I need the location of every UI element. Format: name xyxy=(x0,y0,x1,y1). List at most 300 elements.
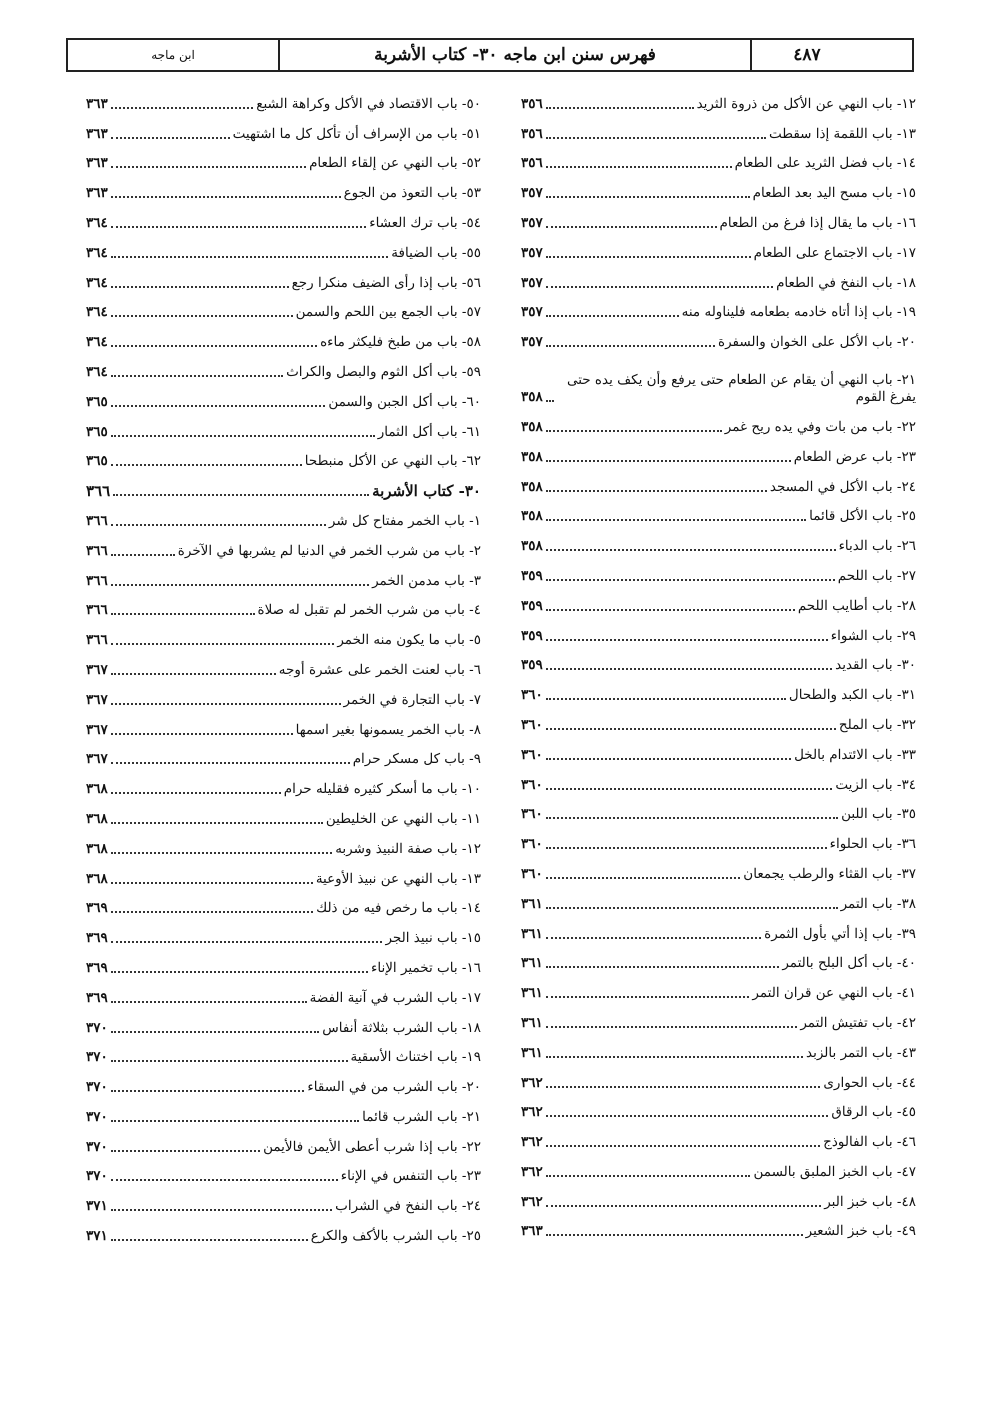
toc-entry-page: ٣٦٠ xyxy=(521,687,543,704)
toc-entry-page: ٣٦٧ xyxy=(86,661,108,678)
toc-entry-page: ٣٥٨ xyxy=(521,538,543,555)
toc-leader-dots xyxy=(546,107,694,109)
toc-entry xyxy=(521,175,916,205)
toc-entry-label: ٥٨- باب من طبخ فليكثر ماءه xyxy=(320,334,481,351)
toc-entry xyxy=(521,528,916,558)
toc-entry-page: ٣٦٦ xyxy=(86,632,108,649)
header-title: فهرس سنن ابن ماجه ٣٠- كتاب الأشربة xyxy=(374,45,656,65)
toc-entry-page: ٣٦٠ xyxy=(521,776,543,793)
toc-entry-label: ٤٦- باب الفالوذج xyxy=(823,1134,916,1151)
toc-leader-dots xyxy=(546,460,791,462)
toc-entry-page: ٣٦١ xyxy=(521,985,543,1002)
toc-entry xyxy=(521,975,916,1005)
toc-leader-dots xyxy=(546,1145,820,1147)
toc-entry-label: ٢٩- باب الشواء xyxy=(830,627,916,644)
toc-entry-page: ٣٧٠ xyxy=(86,1138,108,1155)
toc-leader-dots xyxy=(546,196,750,198)
toc-leader-dots xyxy=(111,1150,260,1152)
toc-leader-dots xyxy=(111,822,323,824)
toc-entry-page: ٣٥٩ xyxy=(521,657,543,674)
toc-leader-dots xyxy=(111,375,283,377)
toc-entry-label: ٣٢- باب الملح xyxy=(838,716,916,733)
toc-entry-page: ٣٥٨ xyxy=(521,389,543,406)
toc-entry-page: ٣٥٦ xyxy=(521,125,543,142)
toc-entry xyxy=(521,354,916,409)
toc-entry xyxy=(521,916,916,946)
toc-leader-dots xyxy=(546,698,786,700)
toc-entry xyxy=(521,677,916,707)
toc-entry-page: ٣٦٤ xyxy=(86,214,108,231)
toc-leader-dots xyxy=(111,911,313,913)
toc-leader-dots xyxy=(111,435,375,437)
toc-entry-page: ٣٦٤ xyxy=(86,363,108,380)
toc-entry xyxy=(521,737,916,767)
toc-entry xyxy=(86,950,481,980)
toc-entry-page: ٣٦٦ xyxy=(86,572,108,589)
toc-entry-page: ٣٥٨ xyxy=(521,418,543,435)
toc-entry-label: ٣٣- باب الائتدام بالخل xyxy=(794,746,916,763)
toc-entry xyxy=(86,891,481,921)
toc-entry-label: ١٧- باب الشرب في آنية الفضة xyxy=(309,989,481,1006)
toc-entry-label: ١٤- باب ما رخص فيه من ذلك xyxy=(316,900,481,917)
toc-entry-label: ٢٤- باب الأكل في المسجد xyxy=(769,478,916,495)
toc-leader-dots xyxy=(546,937,761,939)
toc-entry-page: ٣٥٨ xyxy=(521,508,543,525)
toc-entry xyxy=(521,469,916,499)
toc-entry-label: ١٦- باب ما يقال إذا فرغ من الطعام xyxy=(719,214,916,231)
toc-entry-page: ٣٦٧ xyxy=(86,721,108,738)
toc-entry-page: ٣٧١ xyxy=(86,1228,108,1245)
toc-entry xyxy=(86,354,481,384)
toc-leader-dots xyxy=(111,643,335,645)
toc-entry-page: ٣٦١ xyxy=(521,1014,543,1031)
toc-entry xyxy=(86,1010,481,1040)
page-header xyxy=(66,38,914,72)
toc-entry xyxy=(521,558,916,588)
toc-leader-dots xyxy=(111,1120,359,1122)
toc-entry-label: ١٦- باب تخمير الإناء xyxy=(371,959,481,976)
toc-leader-dots xyxy=(546,400,554,402)
toc-entry-label: ٢٧- باب اللحم xyxy=(837,567,916,584)
toc-entry xyxy=(521,1214,916,1244)
toc-entry xyxy=(521,86,916,116)
toc-entry-label: ٤٧- باب الخبز الملبق بالسمن xyxy=(753,1163,916,1180)
toc-entry-page: ٣٥٨ xyxy=(521,448,543,465)
toc-leader-dots xyxy=(111,107,254,109)
toc-leader-dots xyxy=(111,554,175,556)
toc-entry xyxy=(86,265,481,295)
toc-leader-dots xyxy=(546,788,833,790)
toc-leader-dots xyxy=(111,971,368,973)
toc-leader-dots xyxy=(546,345,715,347)
toc-entry-label: ٣- باب مدمن الخمر xyxy=(372,572,481,589)
toc-entry xyxy=(86,444,481,474)
toc-entry-page: ٣٦٢ xyxy=(521,1104,543,1121)
toc-entry-page: ٣٥٧ xyxy=(521,244,543,261)
toc-leader-dots xyxy=(546,668,832,670)
toc-entry-page: ٣٦٤ xyxy=(86,274,108,291)
toc-entry xyxy=(86,622,481,652)
toc-entry xyxy=(86,1129,481,1159)
toc-entry xyxy=(86,742,481,772)
toc-entry-page: ٣٥٨ xyxy=(521,478,543,495)
toc-entry xyxy=(86,920,481,950)
toc-entry-label: ١٧- باب الاجتماع على الطعام xyxy=(753,244,916,261)
toc-entry-page: ٣٦٦ xyxy=(86,482,111,501)
toc-entry xyxy=(521,886,916,916)
toc-entry-label: ١٩- باب إذا أتاه خادمه بطعامه فليناوله منه xyxy=(681,304,916,321)
toc-entry-label: ٥٤- باب ترك العشاء xyxy=(369,214,481,231)
toc-leader-dots xyxy=(546,549,836,551)
toc-entry-label: ٣١- باب الكبد والطحال xyxy=(788,687,916,704)
toc-entry-label: ٣٦- باب الحلواء xyxy=(829,836,916,853)
toc-entry-label: ٤- باب من شرب الخمر لم تقبل له صلاة xyxy=(257,602,481,619)
toc-entry-label: ٥٧- باب الجمع بين اللحم والسمن xyxy=(295,304,481,321)
toc-leader-dots xyxy=(546,1115,829,1117)
toc-entry-label: ٩- باب كل مسكر حرام xyxy=(352,751,481,768)
toc-entry-label: ٣٨- باب التمر xyxy=(840,895,916,912)
toc-entry xyxy=(521,324,916,354)
toc-leader-dots xyxy=(111,256,389,258)
toc-entry-page: ٣٦٣ xyxy=(86,155,108,172)
toc-entry-page: ٣٥٧ xyxy=(521,214,543,231)
toc-leader-dots xyxy=(111,792,281,794)
toc-entry-label: ٢٠- باب الأكل على الخوان والسفرة xyxy=(718,334,916,351)
toc-leader-dots xyxy=(546,1205,821,1207)
toc-entry xyxy=(521,439,916,469)
toc-entry xyxy=(86,175,481,205)
toc-entry-label: ٧- باب التجارة في الخمر xyxy=(343,691,481,708)
toc-entry-label: ٣٠- كتاب الأشربة xyxy=(372,482,481,501)
toc-entry-page: ٣٦٢ xyxy=(521,1134,543,1151)
toc-leader-dots xyxy=(111,137,230,139)
toc-entry xyxy=(86,1040,481,1070)
toc-leader-dots xyxy=(546,728,836,730)
toc-leader-dots xyxy=(546,137,766,139)
toc-entry xyxy=(86,116,481,146)
toc-entry-label: ٥٥- باب الضيافة xyxy=(391,244,481,261)
toc-entry xyxy=(521,265,916,295)
toc-leader-dots xyxy=(546,996,750,998)
toc-entry-label: ٤٥- باب الرقاق xyxy=(831,1104,916,1121)
toc-entry xyxy=(86,682,481,712)
toc-leader-dots xyxy=(546,609,795,611)
toc-entry-label: ١٥- باب نبيذ الجر xyxy=(385,930,481,947)
toc-entry xyxy=(86,771,481,801)
toc-entry xyxy=(86,801,481,831)
toc-entry-label: ١٥- باب مسح اليد بعد الطعام xyxy=(752,185,916,202)
toc-entry-page: ٣٧١ xyxy=(86,1198,108,1215)
toc-entry-label: ٤٤- باب الحوارى xyxy=(823,1074,916,1091)
toc-entry xyxy=(86,503,481,533)
toc-leader-dots xyxy=(111,941,383,943)
toc-entry-label: ٣٤- باب الزيت xyxy=(835,776,916,793)
toc-entry-label: ٦٢- باب النهي عن الأكل منبطحا xyxy=(304,453,481,470)
toc-entry-page: ٣٦١ xyxy=(521,925,543,942)
toc-leader-dots xyxy=(111,166,306,168)
toc-leader-dots xyxy=(546,1086,821,1088)
toc-entry-page: ٣٥٩ xyxy=(521,627,543,644)
toc-entry-page: ٣٦٣ xyxy=(86,185,108,202)
toc-entry-page: ٣٦٦ xyxy=(86,542,108,559)
toc-leader-dots xyxy=(111,1239,308,1241)
toc-entry-page: ٣٦٩ xyxy=(86,989,108,1006)
toc-entry-page: ٣٦٦ xyxy=(86,602,108,619)
toc-entry-label: ٥٦- باب إذا رأى الضيف منكرا رجع xyxy=(291,274,481,291)
toc-entry-label: ٢٤- باب النفخ في الشراب xyxy=(335,1198,481,1215)
toc-entry-label: ١٣- باب النهي عن نبيذ الأوعية xyxy=(315,870,481,887)
toc-entry xyxy=(86,384,481,414)
toc-leader-dots xyxy=(111,882,313,884)
toc-entry xyxy=(86,861,481,891)
toc-leader-dots xyxy=(546,817,838,819)
toc-entry-label: ٢- باب من شرب الخمر في الدنيا لم يشربها في الآخرة xyxy=(177,542,481,559)
toc-entry-page: ٣٦٥ xyxy=(86,393,108,410)
toc-entry-label: ١٢- باب صفة النبيذ وشربه xyxy=(335,840,481,857)
toc-entry xyxy=(521,1035,916,1065)
toc-entry-page: ٣٦٣ xyxy=(86,125,108,142)
toc-leader-dots xyxy=(111,733,293,735)
header-page-number: ٤٨٧ xyxy=(793,45,821,65)
toc-entry xyxy=(86,712,481,742)
toc-leader-dots xyxy=(546,1234,803,1236)
toc-entry xyxy=(86,1218,481,1248)
toc-entry-label: ٤١- باب النهي عن قران التمر xyxy=(752,985,916,1002)
toc-leader-dots xyxy=(546,430,722,432)
toc-leader-dots xyxy=(546,490,767,492)
toc-entry xyxy=(521,707,916,737)
toc-entry xyxy=(521,648,916,678)
toc-entry xyxy=(86,146,481,176)
toc-leader-dots xyxy=(111,1060,348,1062)
toc-entry xyxy=(521,409,916,439)
toc-column-right xyxy=(521,86,916,1286)
toc-entry xyxy=(86,295,481,325)
toc-entry-label: ٤٠- باب أكل البلح بالتمر xyxy=(782,955,916,972)
toc-entry-label: ٣٧- باب القثاء والرطب يجمعان xyxy=(743,865,916,882)
toc-leader-dots xyxy=(111,464,302,466)
toc-entry-label: ٥٣- باب التعوذ من الجوع xyxy=(343,185,481,202)
toc-entry-label: ٢٨- باب أطايب اللحم xyxy=(797,597,916,614)
toc-leader-dots xyxy=(111,196,341,198)
toc-entry xyxy=(86,533,481,563)
toc-entry-label: ٢٢- باب إذا شرب أعطى الأيمن فالأيمن xyxy=(263,1138,481,1155)
toc-entry-label: ٦- باب لعنت الخمر على عشرة أوجه xyxy=(278,661,481,678)
toc-entry-page: ٣٦٤ xyxy=(86,304,108,321)
toc-entry xyxy=(521,146,916,176)
toc-leader-dots xyxy=(546,758,791,760)
toc-entry-page: ٣٦٠ xyxy=(521,716,543,733)
toc-entry-label: ٤٣- باب التمر بالزبد xyxy=(806,1044,916,1061)
toc-entry-label: ١٤- باب فضل الثريد على الطعام xyxy=(734,155,916,172)
toc-entry xyxy=(86,652,481,682)
toc-leader-dots xyxy=(111,226,366,228)
toc-entry xyxy=(521,1095,916,1125)
toc-entry-page: ٣٦٢ xyxy=(521,1163,543,1180)
toc-entry-page: ٣٥٧ xyxy=(521,274,543,291)
toc-entry xyxy=(521,856,916,886)
toc-entry-page: ٣٦٣ xyxy=(86,95,108,112)
toc-entry xyxy=(521,1154,916,1184)
toc-leader-dots xyxy=(546,226,717,228)
toc-entry xyxy=(86,414,481,444)
toc-entry-page: ٣٦٩ xyxy=(86,900,108,917)
toc-entry-page: ٣٦٧ xyxy=(86,751,108,768)
toc-entry-page: ٣٦٨ xyxy=(86,840,108,857)
toc-entry-label: ٣٩- باب إذا أتي بأول الثمرة xyxy=(764,925,916,942)
toc-leader-dots xyxy=(111,286,289,288)
toc-leader-dots xyxy=(111,1001,307,1003)
toc-entry-page: ٣٦١ xyxy=(521,895,543,912)
toc-entry-page: ٣٧٠ xyxy=(86,1079,108,1096)
toc-leader-dots xyxy=(546,1175,751,1177)
toc-entry xyxy=(521,797,916,827)
toc-leader-dots xyxy=(111,852,332,854)
toc-entry-label: ٢٦- باب الدباء xyxy=(838,538,916,555)
toc-entry-label: ٢٠- باب الشرب من في السقاء xyxy=(307,1079,481,1096)
toc-entry-page: ٣٦٨ xyxy=(86,781,108,798)
toc-entry-label: ٢١- باب الشرب قائما xyxy=(362,1108,481,1125)
toc-entry-page: ٣٦٨ xyxy=(86,870,108,887)
toc-entry-label: ٢٣- باب عرض الطعام xyxy=(793,448,916,465)
toc-entry xyxy=(86,235,481,265)
toc-leader-dots xyxy=(111,613,255,615)
toc-entry xyxy=(521,1005,916,1035)
toc-entry-label: ٢٢- باب من بات وفي يده ريح غمر xyxy=(724,418,916,435)
toc-entry-page: ٣٦٥ xyxy=(86,453,108,470)
toc-section-heading xyxy=(86,473,481,503)
toc-entry xyxy=(521,499,916,529)
toc-column-left xyxy=(86,86,481,1286)
toc-entry xyxy=(521,826,916,856)
toc-entry-label: ١٣- باب اللقمة إذا سقطت xyxy=(768,125,916,142)
toc-entry-page: ٣٥٩ xyxy=(521,567,543,584)
toc-entry-label: ٢٥- باب الشرب بالأكف والكرع xyxy=(310,1228,481,1245)
toc-entry-page: ٣٦٢ xyxy=(521,1074,543,1091)
toc-entry-page: ٣٧٠ xyxy=(86,1049,108,1066)
toc-entry-page: ٣٧٠ xyxy=(86,1168,108,1185)
toc-entry-label: ٢٣- باب التنفس في الإناء xyxy=(340,1168,481,1185)
toc-entry-label: ٢١- باب النهي أن يقام عن الطعام حتى يرفع وأن يكف يده حتى يفرغ القوم xyxy=(566,372,916,406)
toc-entry-label: ١٨- باب النفخ في الطعام xyxy=(776,274,916,291)
toc-entry-page: ٣٦٢ xyxy=(521,1193,543,1210)
toc-entry-label: ٣٥- باب اللبن xyxy=(841,806,916,823)
toc-entry-page: ٣٦٥ xyxy=(86,423,108,440)
toc-leader-dots xyxy=(111,584,369,586)
toc-leader-dots xyxy=(111,345,317,347)
toc-entry xyxy=(521,116,916,146)
toc-entry xyxy=(521,618,916,648)
toc-entry-page: ٣٥٦ xyxy=(521,95,543,112)
toc-entry-label: ٥- باب ما يكون منه الخمر xyxy=(337,632,481,649)
toc-entry-label: ٥١- باب من الإسراف أن تأكل كل ما اشتهيت xyxy=(232,125,481,142)
toc-entry xyxy=(86,324,481,354)
toc-leader-dots xyxy=(546,877,741,879)
toc-leader-dots xyxy=(111,1031,320,1033)
toc-entry-label: ٤٨- باب خبز البر xyxy=(824,1193,916,1210)
toc-entry-page: ٣٦٣ xyxy=(521,1223,543,1240)
toc-entry xyxy=(86,831,481,861)
toc-entry xyxy=(86,205,481,235)
toc-entry-page: ٣٦٨ xyxy=(86,810,108,827)
toc-entry-label: ١٩- باب اختناث الأسقية xyxy=(350,1049,481,1066)
toc-entry-page: ٣٥٧ xyxy=(521,304,543,321)
toc-entry xyxy=(521,946,916,976)
toc-entry-page: ٣٦٩ xyxy=(86,959,108,976)
toc-entry-label: ١٠- باب ما أسكر كثيره فقليله حرام xyxy=(283,781,481,798)
header-author: ابن ماجه xyxy=(151,48,195,62)
toc-leader-dots xyxy=(111,703,341,705)
toc-entry-label: ١١- باب النهي عن الخليطين xyxy=(325,810,481,827)
toc-leader-dots xyxy=(546,1026,798,1028)
toc-entry-page: ٣٦٧ xyxy=(86,691,108,708)
toc-entry-page: ٣٥٧ xyxy=(521,334,543,351)
toc-entry-label: ٢٥- باب الأكل قائما xyxy=(809,508,916,525)
toc-entry-label: ٤٢- باب تفتيش التمر xyxy=(800,1014,916,1031)
toc-entry-label: ٦١- باب أكل الثمار xyxy=(377,423,481,440)
toc-leader-dots xyxy=(546,639,828,641)
toc-entry-page: ٣٦٤ xyxy=(86,244,108,261)
toc-entry-page: ٣٧٠ xyxy=(86,1108,108,1125)
toc-leader-dots xyxy=(546,579,835,581)
toc-entry xyxy=(521,1065,916,1095)
toc-leader-dots xyxy=(111,405,326,407)
toc-leader-dots xyxy=(546,966,780,968)
toc-entry-page: ٣٦٠ xyxy=(521,865,543,882)
toc-entry xyxy=(521,1184,916,1214)
toc-entry-label: ٥٢- باب النهي عن إلقاء الطعام xyxy=(309,155,481,172)
toc-entry-label: ١- باب الخمر مفتاح كل شر xyxy=(328,512,481,529)
toc-entry-page: ٣٥٦ xyxy=(521,155,543,172)
toc-entry-label: ٣٠- باب القديد xyxy=(835,657,916,674)
toc-leader-dots xyxy=(546,166,732,168)
toc-leader-dots xyxy=(546,256,751,258)
toc-entry xyxy=(86,86,481,116)
toc-entry xyxy=(521,295,916,325)
toc-entry-label: ٥٩- باب أكل الثوم والبصل والكراث xyxy=(286,363,481,380)
toc-entry-label: ٦٠- باب أكل الجبن والسمن xyxy=(328,393,481,410)
toc-entry-page: ٣٦٠ xyxy=(521,836,543,853)
toc-leader-dots xyxy=(546,907,838,909)
toc-entry-page: ٣٧٠ xyxy=(86,1019,108,1036)
toc-leader-dots xyxy=(546,286,773,288)
toc-entry-label: ٥٠- باب الاقتصاد في الأكل وكراهة الشبع xyxy=(256,95,481,112)
toc-entry-page: ٣٦١ xyxy=(521,955,543,972)
toc-entry-label: ٨- باب الخمر يسمونها بغير اسمها xyxy=(295,721,481,738)
toc-leader-dots xyxy=(546,315,679,317)
toc-entry xyxy=(86,980,481,1010)
toc-entry xyxy=(86,1069,481,1099)
toc-entry xyxy=(86,1159,481,1189)
toc-entry xyxy=(86,593,481,623)
toc-entry xyxy=(86,563,481,593)
toc-entry xyxy=(521,588,916,618)
toc-entry-page: ٣٦٩ xyxy=(86,930,108,947)
toc-leader-dots xyxy=(546,519,806,521)
toc-entry-page: ٣٥٩ xyxy=(521,597,543,614)
toc-leader-dots xyxy=(111,1179,338,1181)
toc-leader-dots xyxy=(111,762,350,764)
toc-entry xyxy=(86,1188,481,1218)
toc-entry xyxy=(521,235,916,265)
toc-leader-dots xyxy=(111,1209,332,1211)
toc-leader-dots xyxy=(111,673,276,675)
toc-leader-dots xyxy=(111,1090,305,1092)
toc-entry xyxy=(521,1124,916,1154)
toc-leader-dots xyxy=(111,315,293,317)
toc-entry-page: ٣٦٠ xyxy=(521,806,543,823)
toc-entry-page: ٣٦٠ xyxy=(521,746,543,763)
